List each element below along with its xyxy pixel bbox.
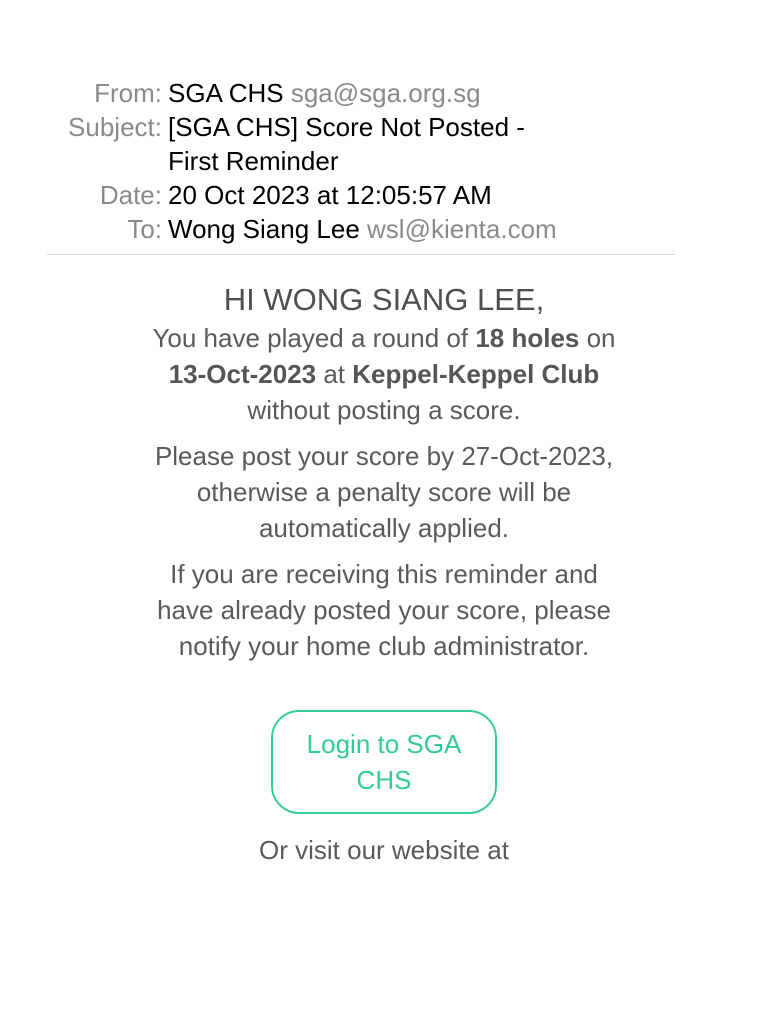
to-row <box>0 212 768 246</box>
p1-text-b: on <box>579 323 616 353</box>
date-label: Date: <box>99 180 162 210</box>
subject-value: [SGA CHS] Score Not Posted - First Reminder <box>168 112 525 176</box>
from-value <box>168 76 588 110</box>
round-date: 13-Oct-2023 <box>168 359 317 389</box>
from-label: From: <box>94 78 162 108</box>
deadline-paragraph: Please post your score by 27-Oct-2023, otherwise a penalty score will be automatically applied. <box>154 441 614 543</box>
to-label: To: <box>127 214 162 244</box>
recipient-name[interactable]: Wong Siang Lee <box>168 214 360 244</box>
date-value: 20 Oct 2023 at 12:05:57 AM <box>168 180 492 210</box>
subject-row <box>0 110 768 178</box>
subject-label: Subject: <box>68 112 162 142</box>
holes-count: 18 holes <box>475 323 580 353</box>
p1-text-c: at <box>316 359 353 389</box>
p1-text-d: without posting a score. <box>247 395 521 425</box>
sender-email[interactable]: sga@sga.org.sg <box>290 78 481 108</box>
date-row <box>0 178 768 212</box>
greeting-heading: HI WONG SIANG LEE, <box>223 282 545 317</box>
notify-paragraph: If you are receiving this reminder and have already posted your score, please notify your home club administrator. <box>157 559 611 661</box>
recipient-email[interactable]: wsl@kienta.com <box>367 214 557 244</box>
from-row <box>0 76 768 110</box>
email-header <box>0 76 768 246</box>
round-played-paragraph <box>150 320 618 428</box>
to-value <box>168 212 588 246</box>
login-button[interactable]: Login to SGA CHS <box>271 710 497 814</box>
sender-name[interactable]: SGA CHS <box>168 78 284 108</box>
header-divider <box>47 254 675 255</box>
club-name: Keppel-Keppel Club <box>352 359 600 389</box>
p1-text-a: You have played a round of <box>152 323 476 353</box>
email-body <box>150 280 618 868</box>
visit-website-text: Or visit our website at <box>259 835 509 865</box>
